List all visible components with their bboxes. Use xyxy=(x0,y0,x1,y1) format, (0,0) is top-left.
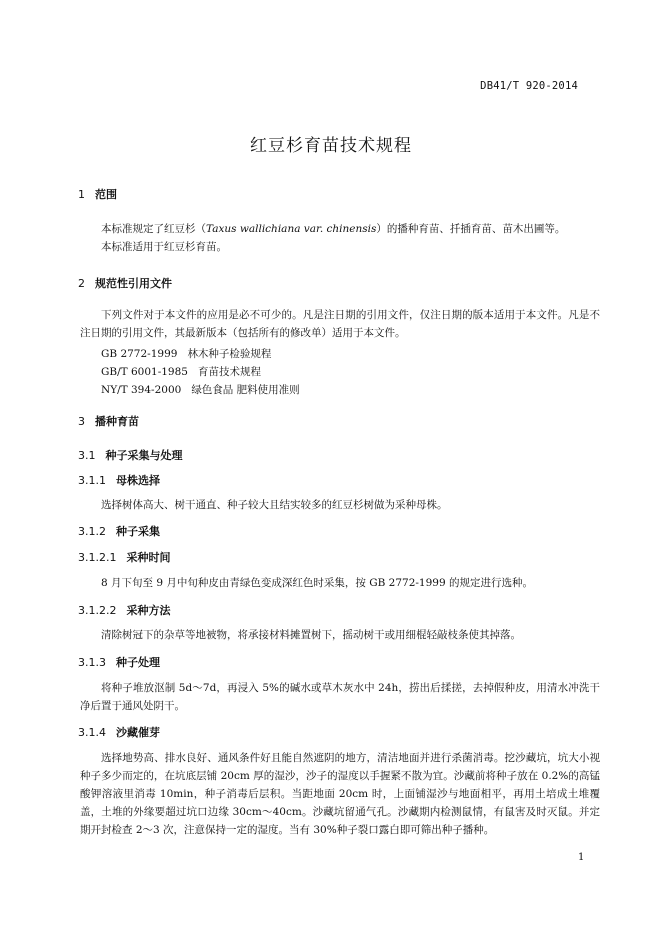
reference-name: 绿色食品 肥料使用准则 xyxy=(191,384,300,396)
section-title: 采种时间 xyxy=(126,551,171,564)
section-number: 3.1.3 xyxy=(78,656,106,669)
scope-text-b: ）的播种育苗、扦插育苗、苗木出圃等。 xyxy=(376,223,566,235)
section-heading-scope xyxy=(78,186,117,202)
section-title: 种子采集与处理 xyxy=(105,449,183,462)
section-title: 规范性引用文件 xyxy=(95,277,172,290)
section-heading-3-1-2-1 xyxy=(78,549,170,565)
section-number: 3.1.2 xyxy=(78,525,106,538)
standard-code: DB41/T 920-2014 xyxy=(480,80,578,92)
page-number: 1 xyxy=(578,852,585,863)
collection-time-paragraph: 8 月下旬至 9 月中旬种皮由青绿色变成深红色时采集，按 GB 2772-1999 的规定进行选种。 xyxy=(101,577,533,589)
section-heading-3-1 xyxy=(78,447,183,463)
section-heading-3-1-4 xyxy=(78,724,160,740)
sand-storage-paragraph: 选择地势高、排水良好、通风条件好且能自然遮阴的地方，清洁地面并进行杀菌消毒。挖沙藏坑，坑大小视种子多少而定的，在坑底层铺 20cm 厚的湿沙，沙子的湿度以手握紧不散为宜。沙藏前将种子放在 0.2%的高锰酸钾溶液里消毒 10min，种子消毒后层积。当距地面 20cm 时，上面铺湿沙与地面相平，再用土培成土堆覆盖，土堆的外缘要超过坑口边缘 30cm～40cm。沙藏坑留通气孔。沙藏期内检测鼠情，有鼠害及时灭鼠。并定期开封检查 2～3 次，注意保持一定的湿度。当有 30%种子裂口露白即可筛出种子播种。 xyxy=(80,752,600,836)
section-heading-3-1-2 xyxy=(78,523,160,539)
section-title: 范围 xyxy=(95,188,117,201)
section-title: 播种育苗 xyxy=(95,415,139,428)
section-title: 母株选择 xyxy=(116,474,160,487)
section-title: 种子采集 xyxy=(116,525,160,538)
section-number: 3.1.1 xyxy=(78,474,106,487)
reference-code: NY/T 394-2000 xyxy=(101,384,182,396)
refs-intro-paragraph: 下列文件对于本文件的应用是必不可少的。凡是注日期的引用文件，仅注日期的版本适用于本文件。凡是不注日期的引用文件，其最新版本（包括所有的修改单）适用于本文件。 xyxy=(80,309,600,339)
section-heading-3-1-1 xyxy=(78,472,160,488)
scope-paragraph-1 xyxy=(80,220,600,238)
seed-processing-paragraph: 将种子堆放沤制 5d～7d，再浸入 5%的碱水或草木灰水中 24h，捞出后揉搓，去掉假种皮，用清水冲洗干净后置于通风处阴干。 xyxy=(80,682,600,712)
document-title: 红豆杉育苗技术规程 xyxy=(250,136,412,156)
reference-item xyxy=(101,364,271,379)
reference-name: 育苗技术规程 xyxy=(197,366,261,378)
scope-paragraph-2: 本标准适用于红豆杉育苗。 xyxy=(101,241,227,253)
section-heading-3-1-3 xyxy=(78,654,160,670)
scope-latin-name: Taxus wallichiana var. chinensis xyxy=(206,223,377,235)
section-number: 1 xyxy=(78,188,85,201)
section-title: 种子处理 xyxy=(116,656,160,669)
reference-name: 林木种子检验规程 xyxy=(187,348,272,360)
section-title: 采种方法 xyxy=(126,604,171,617)
section-heading-normative-refs xyxy=(78,275,172,291)
reference-code: GB/T 6001-1985 xyxy=(101,366,188,378)
collection-method-paragraph: 清除树冠下的杂草等地被物，将承接材料摊置树下，摇动树干或用细棍轻敲枝条使其掉落。 xyxy=(101,629,521,641)
section-number: 3 xyxy=(78,415,85,428)
section-title: 沙藏催芽 xyxy=(116,726,160,739)
scope-text-a: 本标准规定了红豆杉（ xyxy=(101,223,206,235)
section-number: 2 xyxy=(78,277,85,290)
section-number: 3.1.2.2 xyxy=(78,604,117,617)
section-number: 3.1 xyxy=(78,449,96,462)
section-number: 3.1.4 xyxy=(78,726,106,739)
section-number: 3.1.2.1 xyxy=(78,551,117,564)
section-heading-seed-sowing xyxy=(78,413,139,429)
reference-item xyxy=(101,382,310,397)
reference-item xyxy=(101,346,281,361)
section-heading-3-1-2-2 xyxy=(78,602,170,618)
reference-code: GB 2772-1999 xyxy=(101,348,178,360)
mother-tree-paragraph: 选择树体高大、树干通直、种子较大且结实较多的红豆杉树做为采种母株。 xyxy=(101,499,448,511)
